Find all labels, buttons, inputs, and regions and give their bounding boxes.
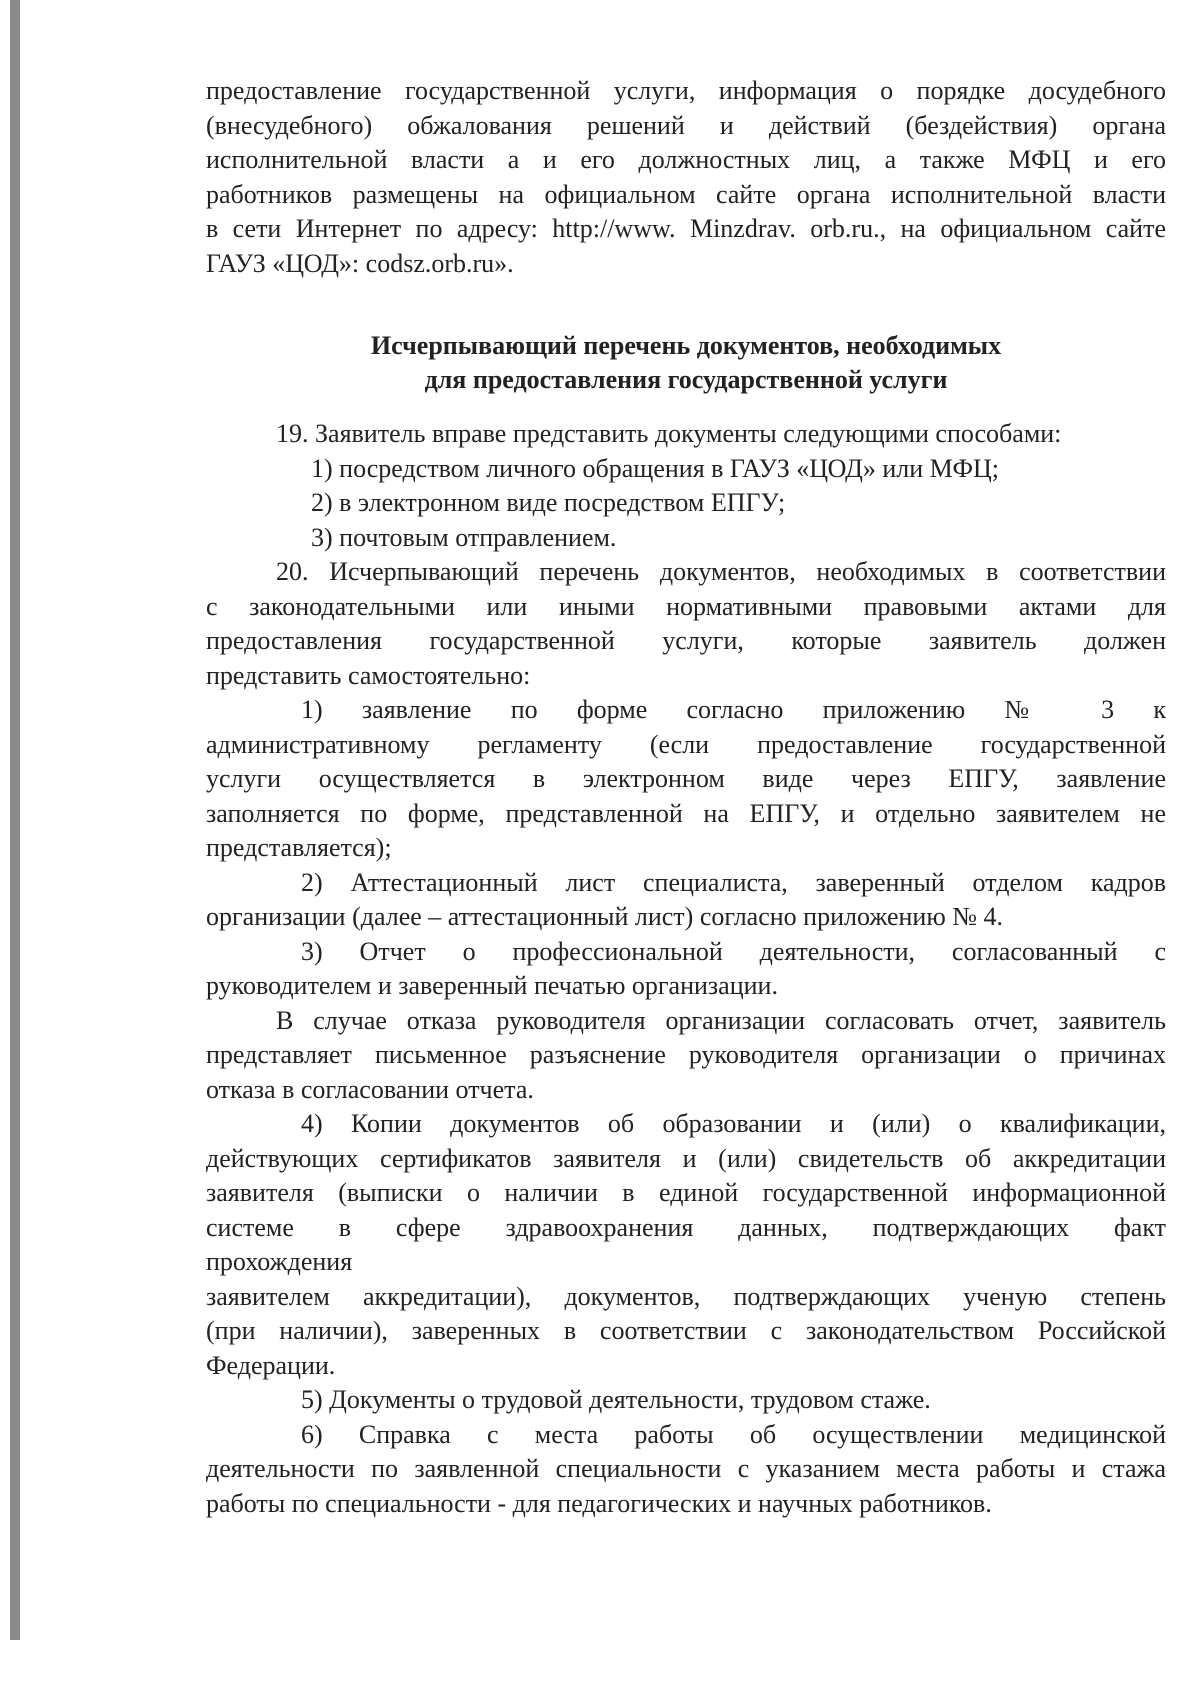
text-line: 20. Исчерпывающий перечень документов, необходимых в соответствии <box>276 557 1166 586</box>
text-line: 2) Аттестационный лист специалиста, заверенный отделом кадров <box>301 867 1166 897</box>
text-line: предоставление государственной услуги, информация о порядке досудебного <box>206 76 1166 105</box>
refusal-paragraph <box>206 1004 1166 1108</box>
text-line: заполняется по форме, представленной на ЕПГУ, и отдельно заявителем не <box>206 798 1166 828</box>
document-item-2 <box>206 866 1166 935</box>
text-line: услуги осуществляется в электронном виде через ЕПГУ, заявление <box>206 764 1166 793</box>
text-line: 3) Отчет о профессиональной деятельности, согласованный с <box>301 936 1166 966</box>
text-line: ГАУЗ «ЦОД»: codsz.orb.ru». <box>206 248 514 278</box>
text-line: представляется); <box>206 833 392 862</box>
text-line: 6) Справка с места работы об осуществлении медицинской <box>301 1419 1166 1449</box>
text-line: организации (далее – аттестационный лист) согласно приложению № 4. <box>206 902 1004 931</box>
text-line: (при наличии), заверенных в соответствии с законодательством Российской <box>206 1316 1166 1345</box>
heading-line: Исчерпывающий перечень документов, необходимых <box>370 331 1002 360</box>
text-line: заявителя (выписки о наличии в единой государственной информационной <box>206 1178 1166 1207</box>
submission-way: 1) посредством личного обращения в ГАУЗ «ЦОД» или МФЦ; <box>311 453 999 483</box>
text-line: действующих сертификатов заявителя и (или) свидетельств об аккредитации <box>206 1143 1166 1173</box>
submission-way: 2) в электронном виде посредством ЕПГУ; <box>311 488 786 517</box>
text-line: представить самостоятельно: <box>206 660 531 690</box>
document-item-6 <box>206 1418 1166 1522</box>
heading-line: для предоставления государственной услуги <box>424 365 948 394</box>
submission-way: 3) почтовым отправлением. <box>311 522 617 552</box>
text-line: административному регламенту (если предоставление государственной <box>206 729 1166 759</box>
text-line: 1) заявление по форме согласно приложению № 3 к <box>301 695 1166 724</box>
text-line: системе в сфере здравоохранения данных, подтверждающих факт <box>206 1212 1166 1242</box>
document-page <box>206 74 1166 1521</box>
text-line: отказа в согласовании отчета. <box>206 1074 534 1104</box>
document-item-3 <box>206 935 1166 1004</box>
section-heading <box>206 329 1166 397</box>
text-line: В случае отказа руководителя организации согласовать отчет, заявитель <box>276 1005 1166 1035</box>
text-line: деятельности по заявленной специальности с указанием места работы и стажа <box>206 1454 1166 1483</box>
text-line: представляет письменное разъяснение руководителя организации о причинах <box>206 1040 1166 1069</box>
item-19 <box>206 417 1166 555</box>
text-line: 4) Копии документов об образовании и (или) о квалификации, <box>301 1109 1166 1138</box>
document-item-5 <box>206 1383 1166 1418</box>
scan-edge-shadow <box>10 0 20 1640</box>
text-line: работников размещены на официальном сайте органа исполнительной власти <box>206 179 1166 209</box>
document-item-4 <box>206 1107 1166 1383</box>
text-line: исполнительной власти а и его должностных лиц, а также МФЦ и его <box>206 145 1166 174</box>
text-line: руководителем и заверенный печатью организации. <box>206 971 778 1000</box>
item-20 <box>206 555 1166 693</box>
text-line: 5) Документы о трудовой деятельности, трудовом стаже. <box>301 1385 931 1414</box>
document-item-1 <box>206 693 1166 866</box>
intro-paragraph <box>206 74 1166 281</box>
text-line: (внесудебного) обжалования решений и действий (бездействия) органа <box>206 110 1166 140</box>
text-line: прохождения <box>206 1247 353 1276</box>
item-19-intro: 19. Заявитель вправе представить документы следующими способами: <box>276 419 1062 448</box>
text-line: работы по специальности - для педагогических и научных работников. <box>206 1488 992 1518</box>
text-line: в сети Интернет по адресу: http://www. Minzdrav. orb.ru., на официальном сайте <box>206 214 1166 243</box>
text-line: предоставления государственной услуги, которые заявитель должен <box>206 626 1166 655</box>
text-line: с законодательными или иными нормативными правовыми актами для <box>206 591 1166 621</box>
text-line: заявителем аккредитации), документов, подтверждающих ученую степень <box>206 1281 1166 1311</box>
text-line: Федерации. <box>206 1350 336 1380</box>
